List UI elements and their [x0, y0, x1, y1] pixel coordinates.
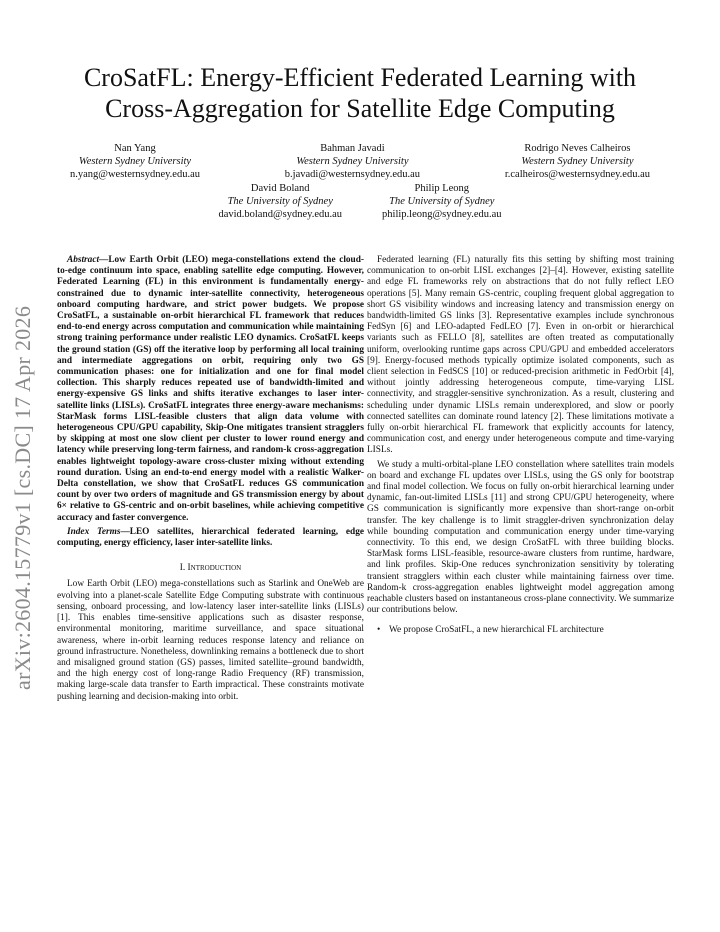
intro-paragraph-1: Low Earth Orbit (LEO) mega-constellations such as Starlink and OneWeb are evolving into a planet-scale Satellite Edge Computing substrate with continuous sensing, onboard processing, and low-latency laser inter-satellite links (LISLs) [1]. This enables time-sensitive applications such as disaster response, environmental monitoring, maritime surveillance, and space situational awareness, where in-orbit learning reduces response latency and reliance on ground infrastructure. Nonetheless, downlinking remains a bottleneck due to short and misaligned ground station (GS) passes, limited satellite–ground bandwidth, and the high energy cost of long-range Radio Frequency (RF) transmission, making large-scale data transfer to Earth impractical. These constraints motivate pushing learning and decision-making into orbit.: [57, 579, 364, 702]
author-email[interactable]: david.boland@sydney.edu.au: [218, 209, 343, 220]
title-line-1: CroSatFL: Energy-Efficient Federated Learning with: [83, 63, 637, 92]
author-block: [70, 142, 650, 221]
abstract: [57, 255, 364, 524]
author-1: [70, 142, 200, 181]
intro-paragraph-3: We study a multi-orbital-plane LEO constellation where satellites train models on board and exchange FL updates over LISLs, using the GS only for bootstrap and final model collection. We focus on fully on-orbit hierarchical learning under dynamic, fan-out-limited LISLs [11] and strong CPU/GPU heterogeneity, where GS communication is significantly more expensive than short-range on-orbit transfer. The key challenge is to limit straggler-driven synchronization delay while bounding computation and communication energy under time-varying connectivity. To this end, we design CroSatFL with three building blocks. StarMask forms LISL-feasible, resource-aware clusters from runtime, hardware, and link profiles. Skip-One reduces synchronization sensitivity by tolerating transient stragglers within each cluster while maintaining fairness over time. Random-k cross-aggregation enables lightweight model aggregation among reachable clusters based on instantaneous cross-plane connectivity. We summarize our contributions below.: [367, 459, 674, 616]
author-email[interactable]: n.yang@westernsydney.edu.au: [70, 169, 200, 180]
author-affiliation: Western Sydney University: [296, 156, 409, 167]
author-email[interactable]: r.calheiros@westernsydney.edu.au: [504, 169, 650, 180]
index-terms-label: Index Terms: [67, 526, 121, 537]
author-affiliation: Western Sydney University: [78, 156, 192, 167]
intro-paragraph-2: Federated learning (FL) naturally fits this setting by shifting most training communication to on-orbit LISL exchanges [2]–[4]. However, existing satellite and edge FL frameworks rely on abstractions that do not fully reflect LEO operations [5]. Many remain GS-centric, coupling frequent global aggregation to short GS visibility windows and increasing latency and transmission energy on bandwidth-limited GS links [3]. Representative examples include synchronous FedSyn [6] and LEO-adapted FedLEO [7]. Even in on-orbit or hierarchical variants such as FELLO [8], satellites are often treated as computationally uniform, overlooking runtime gaps across CPU/GPU and embedded accelerators [9]. Energy-focused methods typically optimize isolated components, such as client selection in FedSCS [10] or reduced-precision arithmetic in FedOrbit [4], without jointly addressing heterogeneous compute, time-varying LISL connectivity, and straggler-sensitive synchronization. As a result, clustering and scheduling under dynamic LISLs remain underexplored, and slow or poorly connected satellites can dominate round latency [2]. These limitations motivate a fully on-orbit hierarchical FL framework that explicitly accounts for latency, communication cost, and energy under heterogeneous compute and time-varying LISLs.: [367, 255, 674, 456]
author-name: Nan Yang: [114, 143, 156, 154]
author-name: Philip Leong: [414, 183, 470, 194]
paper-title: [60, 62, 660, 124]
author-4: [218, 182, 342, 221]
author-name: David Boland: [250, 183, 310, 194]
author-5: [382, 182, 502, 221]
abstract-text: —Low Earth Orbit (LEO) mega-constellations extend the cloud-to-edge continuum into space, enabling satellite edge computing. However, Federated Learning (FL) in this environment is fundamentally energy-constrained due to dynamic inter-satellite connectivity, heterogeneous onboard computing hardware, and strict power budgets. We propose CroSatFL, a sustainable on-orbit hierarchical FL framework that reduces end-to-end energy across computation and communication while maintaining strong training performance under realistic LEO dynamics. CroSatFL keeps the ground station (GS) off the iterative loop by performing all local training and intermediate aggregations on orbit, requiring only two GS communication phases: one for initialization and one for final model collection. This sharply reduces repeated use of bandwidth-limited and energy-expensive GS links and shifts iterative exchanges to laser inter-satellite links (LISLs). CroSatFL integrates three energy-aware mechanisms: StarMask forms LISL-feasible clusters that align data volume with heterogeneous CPU/GPU capability, Skip-One mitigates transient stragglers by skipping at most one slow client per cluster to lower round energy and latency while preserving long-term fairness, and random-k cross-aggregation enables lightweight topology-aware cross-cluster mixing without extending round duration. Using an end-to-end energy model with a realistic Walker-Delta constellation, we show that CroSatFL reduces GS communication count by over two orders of magnitude and GS transmission energy by about 6× relative to GS-centric and on-orbit baselines, while achieving competitive accuracy and faster convergence.: [57, 255, 364, 523]
abstract-label: Abstract: [67, 255, 100, 265]
left-column: [57, 255, 364, 703]
title-line-2: Cross-Aggregation for Satellite Edge Computing: [105, 94, 615, 123]
author-3: [505, 142, 650, 181]
right-column: [367, 255, 674, 636]
author-name: Bahman Javadi: [320, 143, 385, 154]
author-email[interactable]: b.javadi@westernsydney.edu.au: [284, 169, 421, 180]
contribution-bullet: [367, 625, 674, 636]
bullet-dot-icon: •: [377, 624, 381, 635]
author-affiliation: The University of Sydney: [227, 196, 333, 207]
section-heading: I. Introduction: [179, 563, 242, 574]
author-2: [285, 142, 420, 181]
arxiv-identifier[interactable]: arXiv:2604.15779v1 [cs.DC] 17 Apr 2026: [10, 305, 35, 690]
author-affiliation: Western Sydney University: [521, 156, 634, 167]
author-affiliation: The University of Sydney: [389, 196, 495, 207]
author-email[interactable]: philip.leong@sydney.edu.au: [382, 209, 502, 220]
index-terms-text: —LEO satellites, hierarchical federated learning, edge computing, energy efficiency, laser inter-satellite links.: [57, 526, 364, 549]
bullet-text: We propose CroSatFL, a new hierarchical FL architecture: [389, 624, 604, 635]
author-name: Rodrigo Neves Calheiros: [524, 143, 631, 154]
index-terms: [57, 527, 364, 549]
